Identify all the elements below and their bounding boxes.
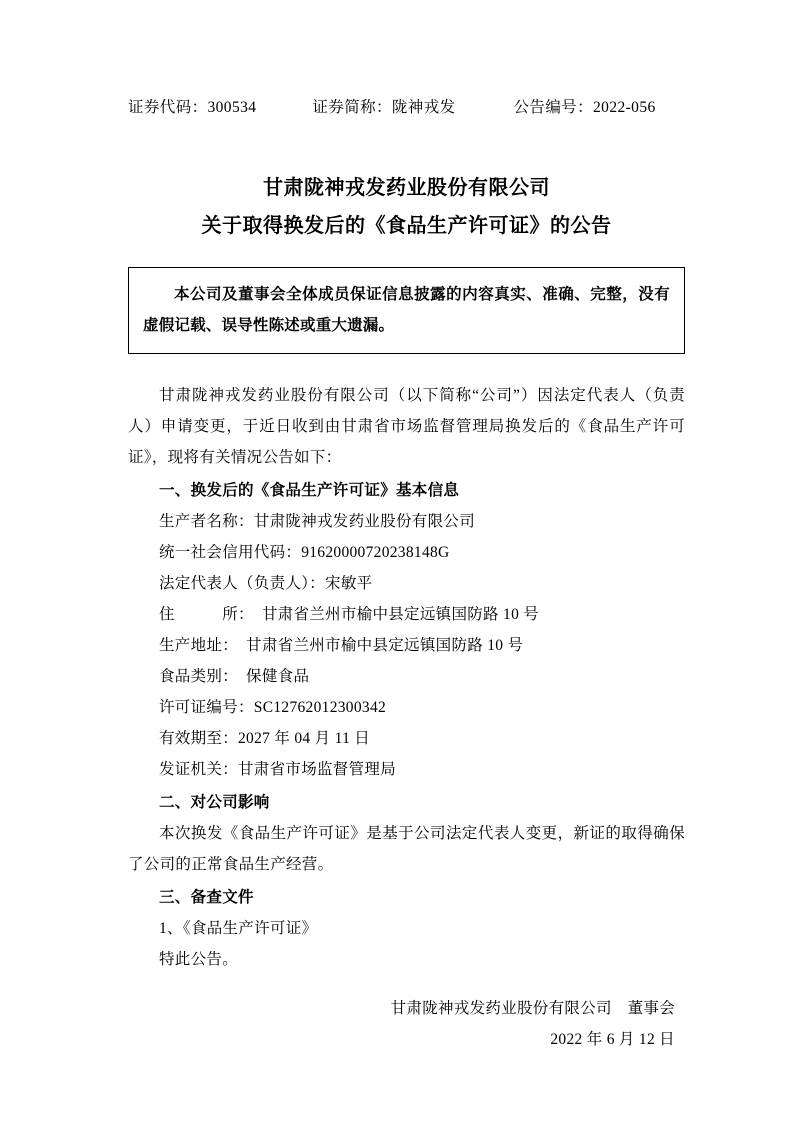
title-company: 甘肃陇神戎发药业股份有限公司 xyxy=(263,177,550,199)
section-two-paragraph: 本次换发《食品生产许可证》是基于公司法定代表人变更，新证的取得确保了公司的正常食品生产经营。 xyxy=(128,825,685,873)
page-title xyxy=(128,169,685,245)
field-food-category: 食品类别： 保健食品 xyxy=(159,668,310,685)
field-license-number: 许可证编号：SC12762012300342 xyxy=(159,699,387,716)
disclosure-statement-box xyxy=(128,267,685,354)
section-heading-two: 二、对公司影响 xyxy=(159,794,270,811)
security-code: 证券代码：300534 xyxy=(128,99,257,116)
signature-block xyxy=(128,993,685,1055)
field-issuing-authority: 发证机关：甘肃省市场监督管理局 xyxy=(159,761,397,778)
field-credit-code: 统一社会信用代码：91620000720238148G xyxy=(159,544,450,561)
section-heading-three: 三、备查文件 xyxy=(159,889,254,906)
title-subject: 关于取得换发后的《食品生产许可证》的公告 xyxy=(201,215,612,237)
field-registered-address: 住 所： 甘肃省兰州市榆中县定远镇国防路 10 号 xyxy=(159,606,540,623)
document-header xyxy=(128,95,685,117)
reference-document-item: 1、《食品生产许可证》 xyxy=(159,920,318,937)
field-producer-name: 生产者名称：甘肃陇神戎发药业股份有限公司 xyxy=(159,513,476,530)
signature-date: 2022 年 6 月 12 日 xyxy=(550,1031,675,1048)
bulletin-number: 公告编号：2022-056 xyxy=(513,99,656,116)
field-valid-until: 有效期至：2027 年 04 月 11 日 xyxy=(159,730,371,747)
field-legal-representative: 法定代表人（负责人）：宋敏平 xyxy=(159,575,373,592)
security-name: 证券简称：陇神戎发 xyxy=(312,99,456,116)
intro-paragraph: 甘肃陇神戎发药业股份有限公司（以下简称“公司”）因法定代表人（负责人）申请变更，于近日收到由甘肃省市场监督管理局换发后的《食品生产许可证》，现将有关情况公告如下： xyxy=(128,387,685,466)
signature-company: 甘肃陇神戎发药业股份有限公司 董事会 xyxy=(390,1000,675,1017)
disclosure-statement-text: 本公司及董事会全体成员保证信息披露的内容真实、准确、完整，没有虚假记载、误导性陈述或重大遗漏。 xyxy=(143,286,670,334)
field-production-address: 生产地址： 甘肃省兰州市榆中县定远镇国防路 10 号 xyxy=(159,637,524,654)
section-heading-one: 一、换发后的《食品生产许可证》基本信息 xyxy=(159,482,460,499)
closing-line: 特此公告。 xyxy=(159,951,239,968)
